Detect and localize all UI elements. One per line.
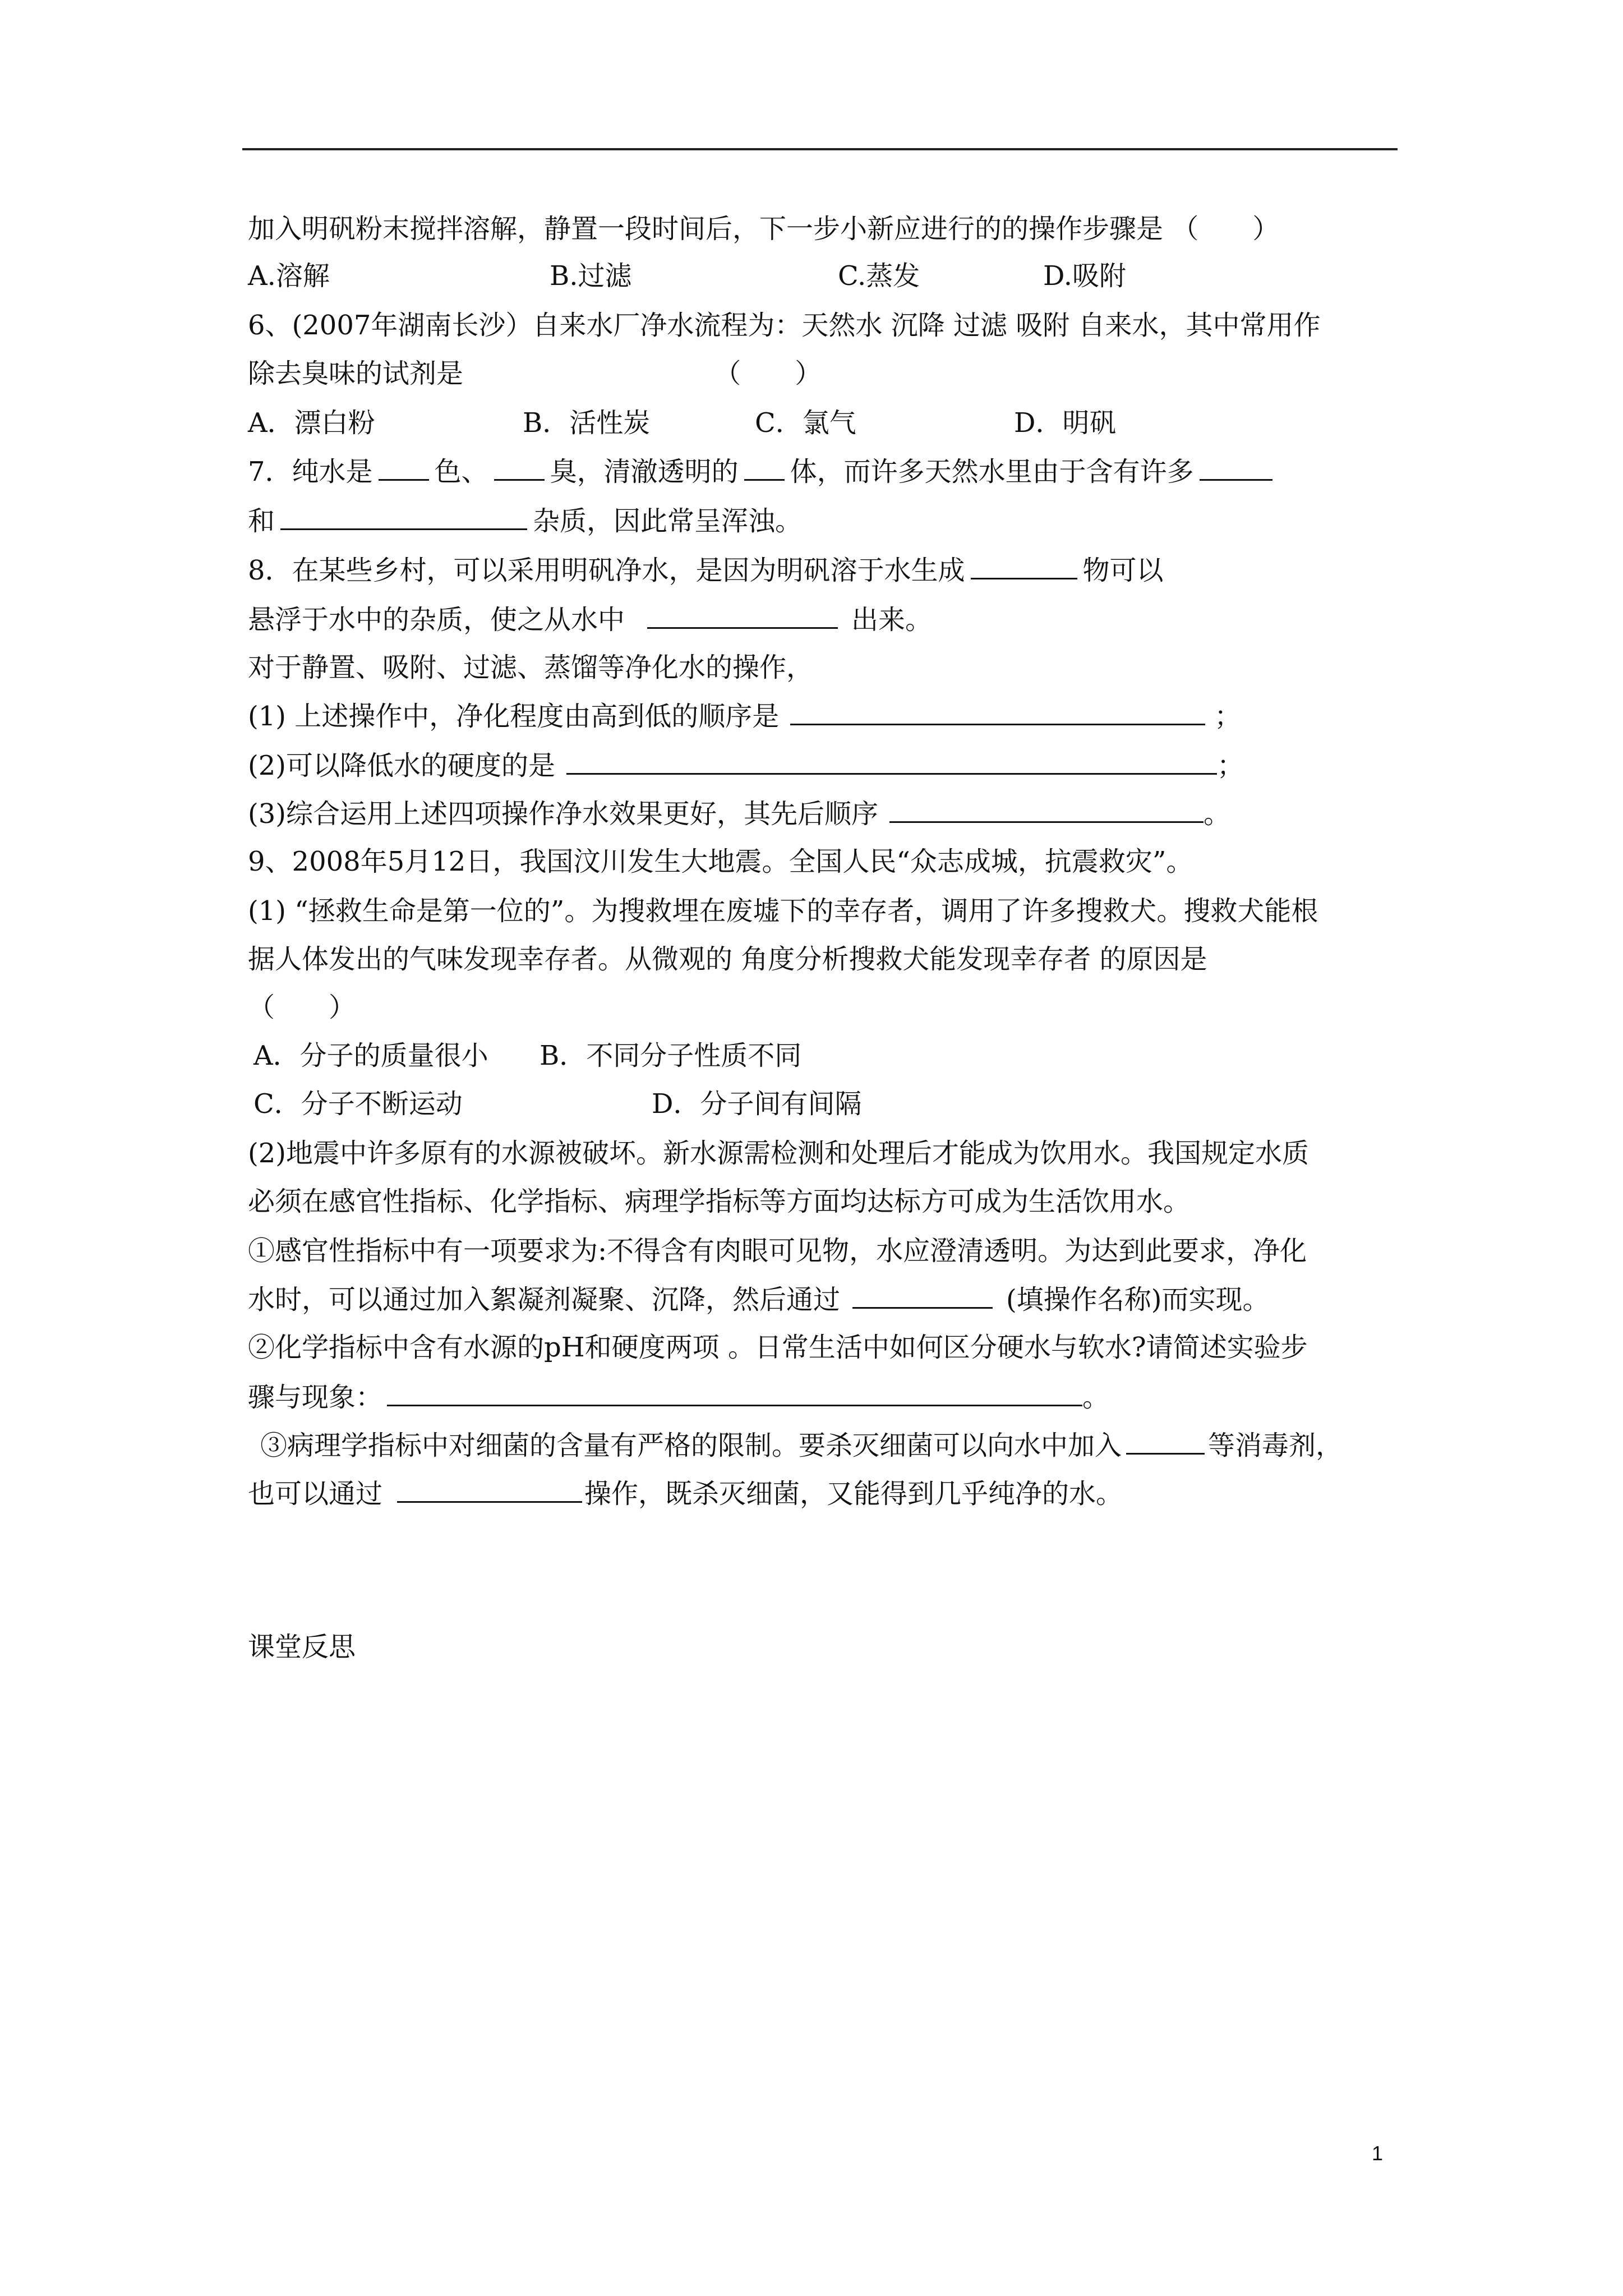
q9-item-3-line2 bbox=[248, 1476, 1403, 1511]
q8-line1 bbox=[248, 553, 1403, 587]
q7-blank-state[interactable] bbox=[744, 454, 785, 481]
q8-intro: 对于静置、吸附、过滤、蒸馏等净化水的操作， bbox=[248, 652, 814, 683]
q9-blank-process[interactable] bbox=[397, 1476, 582, 1503]
q8-line2 bbox=[248, 602, 1403, 637]
q9-title: 9、2008年5月12日，我国汶川发生大地震。全国人民“众志成城，抗震救灾”。 bbox=[248, 846, 1193, 877]
q8-sub-2-semicolon: ； bbox=[1217, 750, 1244, 781]
q7-line1 bbox=[248, 454, 1403, 489]
q9-blank-operation[interactable] bbox=[852, 1282, 993, 1309]
q9-blank-hard-soft[interactable] bbox=[387, 1380, 1082, 1406]
q9-option-b: B．不同分子性质不同 bbox=[540, 1040, 802, 1071]
q5-option-c: C.蒸发 bbox=[838, 260, 920, 292]
page-number: 1 bbox=[1372, 2142, 1384, 2165]
q9-sub-2-line1: (2)地震中许多原有的水源被破坏。新水源需检测和处理后才能成为饮用水。我国规定水质 bbox=[248, 1138, 1309, 1169]
q9-item-2-line1: ②化学指标中含有水源的pH和硬度两项 。日常生活中如何区分硬水与软水?请简述实验步 bbox=[248, 1332, 1308, 1363]
q9-item-1-tail: (填操作名称)而实现。 bbox=[1006, 1284, 1270, 1315]
q8-sub-1-text: (1) 上述操作中，净化程度由高到低的顺序是 bbox=[248, 701, 780, 732]
q7-text-5: 和 bbox=[248, 505, 275, 537]
q9-option-a: A．分子的质量很小 bbox=[253, 1040, 488, 1071]
q8-sub-2 bbox=[248, 748, 1403, 783]
q7-text-6: 杂质，因此常呈浑浊。 bbox=[533, 505, 803, 537]
q8-sub-2-text: (2)可以降低水的硬度的是 bbox=[248, 750, 555, 781]
q8-sub-1-semicolon: ； bbox=[1214, 701, 1242, 732]
q7-text-1: 7．纯水是 bbox=[248, 456, 373, 487]
q9-item-1-line1: ①感官性指标中有一项要求为:不得含有肉眼可见物，水应澄清透明。为达到此要求，净化 bbox=[248, 1235, 1307, 1267]
q7-text-2: 色、 bbox=[434, 456, 488, 487]
q8-blank-hardness[interactable] bbox=[566, 748, 1217, 775]
q8-blank-separate[interactable] bbox=[647, 602, 838, 629]
q5-option-b: B.过滤 bbox=[550, 260, 632, 292]
q6-option-d: D．明矾 bbox=[1014, 407, 1117, 439]
q9-sub-1-line1: (1) “拯救生命是第一位的”。为搜救埋在废墟下的幸存者，调用了许多搜救犬。搜救犬能根 bbox=[248, 895, 1318, 927]
q7-text-3: 臭，清澈透明的 bbox=[550, 456, 739, 487]
q8-text-4: 出来。 bbox=[851, 604, 933, 636]
q9-item-3-text-2: 也可以通过 bbox=[248, 1478, 383, 1510]
q6-option-c: C．氯气 bbox=[755, 407, 856, 439]
q9-item-1-text: 水时，可以通过加入絮凝剂凝聚、沉降，然后通过 bbox=[248, 1284, 841, 1315]
q8-text-3: 悬浮于水中的杂质，使之从水中 bbox=[248, 604, 625, 636]
q7-blank-impurity-1[interactable] bbox=[1200, 454, 1272, 481]
q9-blank-disinfectant[interactable] bbox=[1126, 1428, 1205, 1455]
q8-sub-3-text: (3)综合运用上述四项操作净水效果更好，其先后顺序 bbox=[248, 798, 878, 830]
q6-option-a: A．漂白粉 bbox=[248, 407, 375, 439]
q8-sub-3 bbox=[248, 797, 1403, 831]
header-rule bbox=[242, 148, 1398, 150]
q9-item-2-text: 骤与现象： bbox=[248, 1382, 383, 1413]
q8-sub-1 bbox=[248, 699, 1403, 733]
q9-item-2-period: 。 bbox=[1082, 1382, 1110, 1413]
q9-item-3-text: ③病理学指标中对细菌的含量有严格的限制。要杀灭细菌可以向水中加入 bbox=[260, 1430, 1122, 1461]
q9-item-1-line2 bbox=[248, 1282, 1403, 1317]
q7-blank-impurity-2[interactable] bbox=[280, 504, 527, 530]
q7-text-4: 体，而许多天然水里由于含有许多 bbox=[790, 456, 1194, 487]
q5-option-a: A.溶解 bbox=[248, 260, 330, 292]
q8-text-2: 物可以 bbox=[1082, 555, 1164, 586]
q8-text-1: 8．在某些乡村，可以采用明矾净水，是因为明矾溶于水生成 bbox=[248, 555, 965, 586]
q9-item-3-line1 bbox=[260, 1428, 1415, 1462]
q7-blank-color[interactable] bbox=[379, 454, 429, 481]
q9-option-d: D．分子间有间隔 bbox=[652, 1088, 862, 1120]
q9-option-c: C．分子不断运动 bbox=[253, 1088, 463, 1120]
reflection-heading: 课堂反思 bbox=[248, 1631, 356, 1663]
q8-sub-3-period: 。 bbox=[1204, 798, 1231, 830]
q6-line1: 6、(2007年湖南长沙）自来水厂净水流程为：天然水 沉降 过滤 吸附 自来水，其中常用作 bbox=[248, 310, 1321, 341]
q6-line2: 除去臭味的试剂是 （ ） bbox=[248, 358, 822, 389]
q9-item-3-tail: 等消毒剂， bbox=[1208, 1430, 1343, 1461]
q7-blank-odor[interactable] bbox=[494, 454, 545, 481]
q5-stem: 加入明矾粉末搅拌溶解，静置一段时间后，下一步小新应进行的的操作步骤是 （ ） bbox=[248, 213, 1280, 245]
q7-line2 bbox=[248, 504, 1403, 538]
q9-item-2-line2 bbox=[248, 1380, 1403, 1414]
q9-sub-1-line2: 据人体发出的气味发现幸存者。从微观的 角度分析搜救犬能发现幸存者 的原因是 bbox=[248, 944, 1207, 975]
q8-blank-sequence[interactable] bbox=[889, 797, 1204, 823]
q8-blank-order[interactable] bbox=[790, 699, 1205, 725]
q9-item-3-tail-2: 操作，既杀灭细菌，又能得到几乎纯净的水。 bbox=[584, 1478, 1123, 1510]
q6-option-b: B．活性炭 bbox=[523, 407, 651, 439]
q5-option-d: D.吸附 bbox=[1043, 260, 1127, 292]
q8-blank-substance[interactable] bbox=[971, 553, 1077, 579]
q9-sub-2-line2: 必须在感官性指标、化学指标、病理学指标等方面均达标方可成为生活饮用水。 bbox=[248, 1186, 1191, 1217]
q9-sub-1-bracket: （ ） bbox=[248, 992, 356, 1023]
